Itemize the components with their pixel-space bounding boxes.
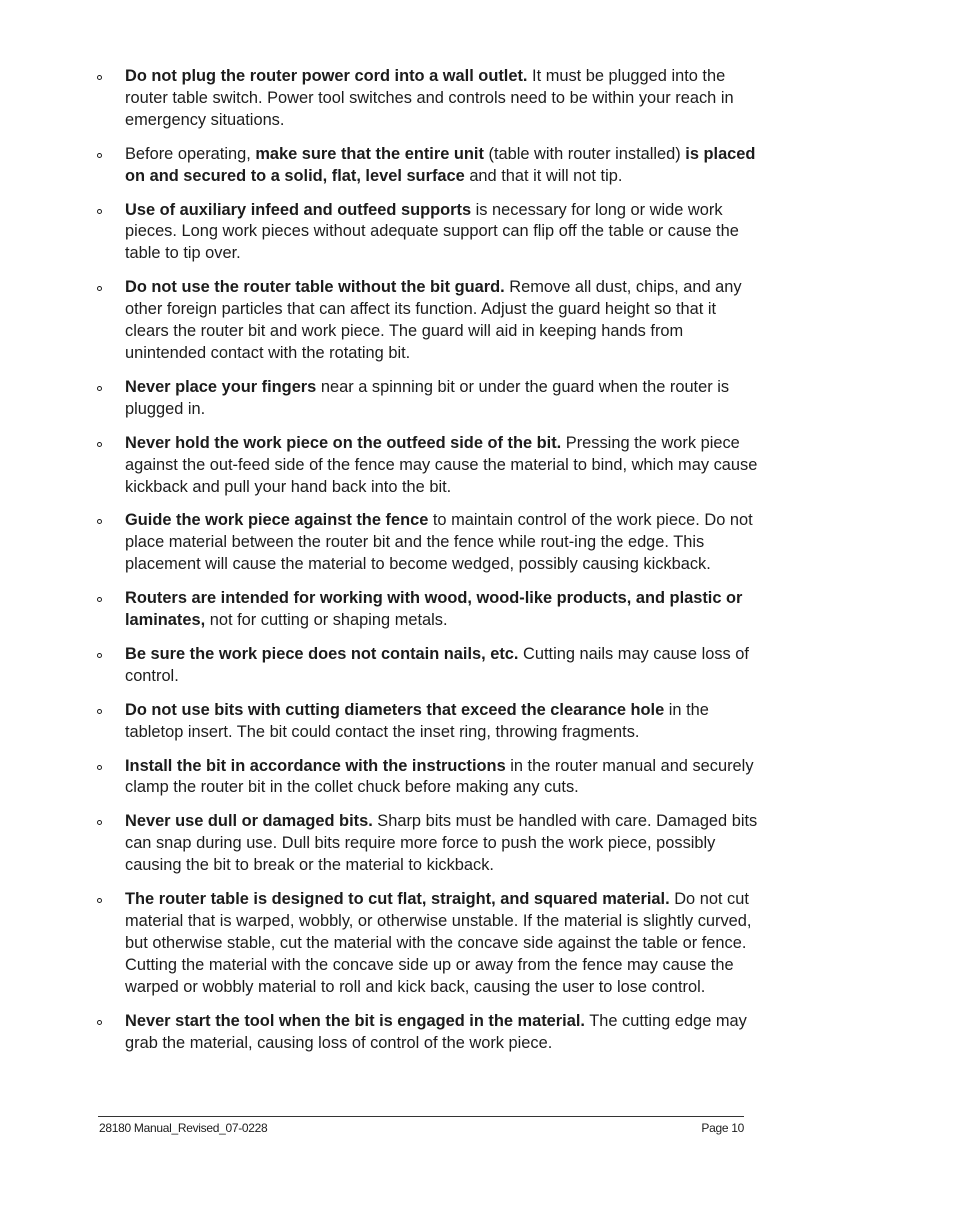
item-bold-text: Do not use bits with cutting diameters that exceed the clearance hole xyxy=(125,700,665,719)
item-bold-text: The router table is designed to cut flat, straight, and squared material. xyxy=(125,890,670,909)
item-bold-text: Never hold the work piece on the outfeed side of the bit. xyxy=(125,433,562,452)
list-item xyxy=(96,700,758,744)
safety-bullet-list xyxy=(96,66,758,1066)
item-text: Before operating, xyxy=(125,144,256,163)
bullet-icon xyxy=(97,386,102,391)
item-text: not for cutting or shaping metals. xyxy=(205,611,448,630)
item-text: in the tabletop insert. The bit could contact the inset ring, throwing fragments. xyxy=(125,700,709,741)
list-item xyxy=(96,1011,758,1055)
item-bold-text: Use of auxiliary infeed and outfeed supports xyxy=(125,200,472,219)
list-item xyxy=(96,588,758,632)
item-text: Sharp bits must be handled with care. Damaged bits can snap during use. Dull bits require more force to push the work piece, possibly causing the bit to break or the material to kickback. xyxy=(125,812,758,875)
item-bold-text: Never place your fingers xyxy=(125,377,317,396)
bullet-icon xyxy=(97,209,102,214)
list-item xyxy=(96,144,758,188)
item-text: to maintain control of the work piece. Do not place material between the router bit and the fence while rout-ing the edge. This placement will cause the material to become wedged, possibly causing kickback. xyxy=(125,511,753,574)
item-text: Remove all dust, chips, and any other foreign particles that can affect its function. Adjust the guard height so that it clears the router bit and work piece. The guard will aid in keeping hands from unintended contact with the rotating bit. xyxy=(125,278,742,362)
bullet-icon xyxy=(97,709,102,714)
item-bold-text: Be sure the work piece does not contain nails, etc. xyxy=(125,644,519,663)
item-text: near a spinning bit or under the guard when the router is plugged in. xyxy=(125,377,730,418)
item-bold-text: Install the bit in accordance with the instructions xyxy=(125,756,506,775)
bullet-icon xyxy=(97,153,102,158)
bullet-icon xyxy=(97,519,102,524)
item-bold-text: is placed on and secured to a solid, flat, level surface xyxy=(125,144,756,185)
item-text: The cutting edge may grab the material, causing loss of control of the work piece. xyxy=(125,1011,747,1052)
item-text: is necessary for long or wide work pieces. Long work pieces without adequate support can flip off the table or cause the table to tip over. xyxy=(125,200,739,263)
item-bold-text: make sure that the entire unit xyxy=(255,144,484,163)
bullet-icon xyxy=(97,597,102,602)
bullet-icon xyxy=(97,442,102,447)
bullet-icon xyxy=(97,1020,102,1025)
item-bold-text: Do not plug the router power cord into a wall outlet. xyxy=(125,67,528,85)
item-bold-text: Routers are intended for working with wood, wood-like products, and plastic or laminates, xyxy=(125,589,743,630)
list-item xyxy=(96,756,758,800)
item-bold-text: Never start the tool when the bit is engaged in the material. xyxy=(125,1011,585,1030)
bullet-icon xyxy=(97,820,102,825)
item-bold-text: Never use dull or damaged bits. xyxy=(125,812,373,831)
bullet-icon xyxy=(97,898,102,903)
item-text: in the router manual and securely clamp the router bit in the collet chuck before making any cuts. xyxy=(125,756,754,797)
item-text: It must be plugged into the router table switch. Power tool switches and controls need to be within your reach in emergency situations. xyxy=(125,67,734,129)
item-text: Do not cut material that is warped, wobbly, or otherwise unstable. If the material is slightly curved, but otherwise stable, cut the material with the concave side against the table or fence. Cutting the material with the concave side up or away from the fence may cause the warped or wobbly material to roll and kick back, causing the user to lose control. xyxy=(125,890,752,996)
list-item xyxy=(96,811,758,877)
list-item xyxy=(96,66,758,132)
list-item xyxy=(96,200,758,266)
list-item xyxy=(96,277,758,365)
item-text: (table with router installed) xyxy=(483,144,686,163)
list-item xyxy=(96,433,758,499)
list-item xyxy=(96,889,758,999)
item-bold-text: Do not use the router table without the bit guard. xyxy=(125,278,505,297)
item-bold-text: Guide the work piece against the fence xyxy=(125,511,429,530)
item-text: Cutting nails may cause loss of control. xyxy=(125,644,749,685)
bullet-icon xyxy=(97,653,102,658)
list-item xyxy=(96,510,758,576)
footer-document-id: 28180 Manual_Revised_07-0228 xyxy=(99,1121,268,1135)
item-text: and that it will not tip. xyxy=(464,166,623,185)
bullet-icon xyxy=(97,765,102,770)
bullet-icon xyxy=(97,286,102,291)
list-item xyxy=(96,644,758,688)
footer-page-number: Page 10 xyxy=(701,1121,744,1135)
list-item xyxy=(96,377,758,421)
item-text: Pressing the work piece against the out-feed side of the fence may cause the material to bind, which may cause kickback and pull your hand back into the bit. xyxy=(125,433,758,496)
bullet-icon xyxy=(97,75,102,80)
footer-divider xyxy=(98,1116,744,1117)
